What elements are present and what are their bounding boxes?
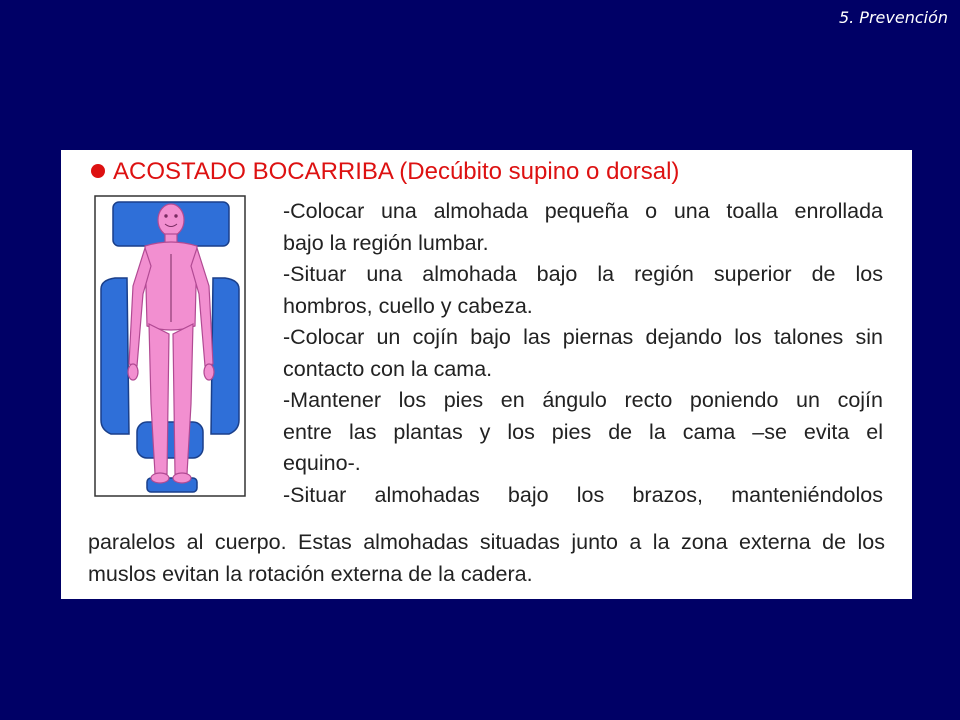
heading-text: ACOSTADO BOCARRIBA (Decúbito supino o dorsal) (113, 158, 680, 185)
supine-position-illustration (91, 194, 251, 500)
text-line: -Situar almohadas bajo los brazos, manteniéndolos (283, 482, 883, 507)
text-line: bajo la región lumbar. (283, 230, 489, 255)
text-line: paralelos al cuerpo. Estas almohadas situadas junto a la zona externa de los (88, 530, 885, 554)
text-line: equino-. (283, 451, 361, 475)
text-line: hombros, cuello y cabeza. (283, 293, 533, 318)
text-line: -Mantener los pies en ángulo recto poniendo un cojín (283, 388, 883, 412)
section-heading (91, 158, 679, 186)
content-card (61, 150, 912, 599)
text-line: -Colocar una almohada pequeña o una toalla enrollada (283, 199, 883, 223)
text-line: -Situar una almohada bajo la región superior de los (283, 262, 883, 286)
instructions-full (88, 527, 885, 590)
slide-title: 5. Prevención (838, 8, 948, 27)
text-line: entre las plantas y los pies de la cama –se evita el (283, 419, 883, 444)
bullet-icon (91, 164, 105, 178)
text-line: muslos evitan la rotación externa de la cadera. (88, 561, 533, 586)
supine-body-icon (91, 194, 251, 500)
text-line: -Colocar un cojín bajo las piernas dejando los talones sin (283, 325, 883, 349)
text-line: contacto con la cama. (283, 356, 493, 381)
instructions-right (283, 196, 883, 511)
